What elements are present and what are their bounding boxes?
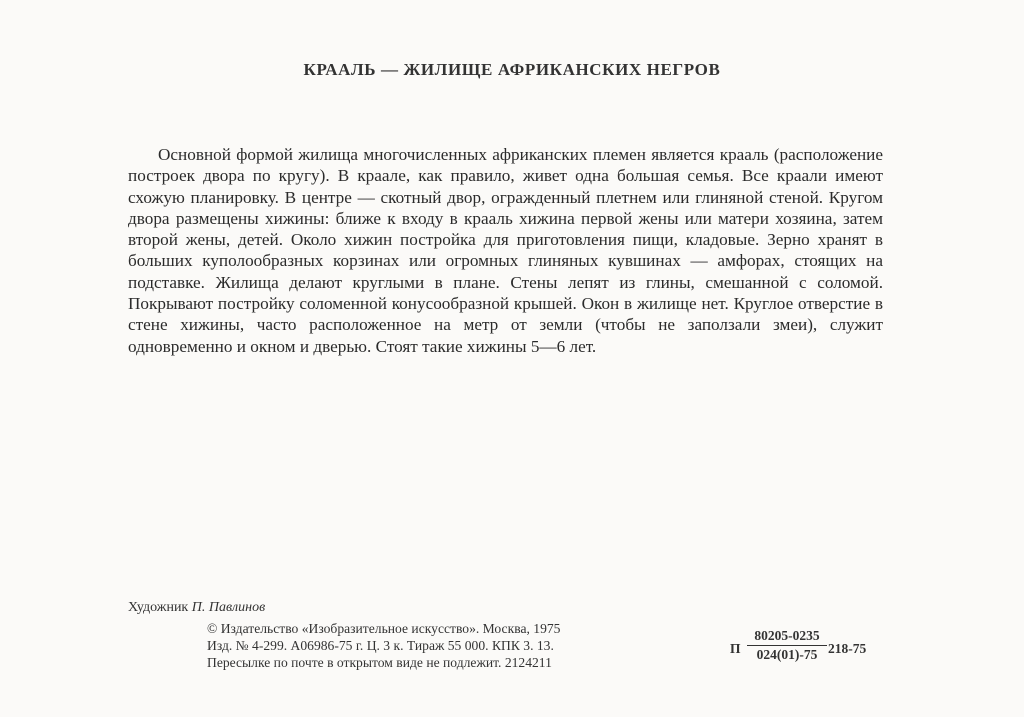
description-text: Основной формой жилища многочисленных африканских племен является крааль (расположение построек двора по кругу). В краале, как правило, живет одна большая семья. Все краали имеют схожую планировку. В центре — скотный двор, огражденный плетнем или глиняной стеной. Кругом двора размещены хижины: ближе к входу в крааль хижина первой жены или матери хозяина, затем второй жены, детей. Около хижин постройка для приготовления пищи, кладовые. Зерно хранят в больших куполообразных корзинах или огромных глиняных кувшинах — амфорах, стоящих на подставке. Жилища делают круглыми в плане. Стены лепят из глины, смешанной с соломой. Покрывают постройку соломенной конусообразной крышей. Окон в жилище нет. Круглое отверстие в стене хижины, часто расположенное на метр от земли (чтобы не заползали змеи), служит одновременно и окном и дверью. Стоят такие хижины 5—6 лет. <box>128 145 883 356</box>
imprint-line-edition: Изд. № 4-299. А06986-75 г. Ц. 3 к. Тираж 55 000. КПК 3. 13. <box>207 638 554 653</box>
artist-name: П. Павлинов <box>191 600 266 615</box>
artist-label: Художник <box>128 600 189 615</box>
imprint-line-publisher: © Издательство «Изобразительное искусство». Москва, 1975 <box>207 621 561 636</box>
publisher-imprint <box>207 620 560 671</box>
catalog-code-fraction <box>747 628 827 663</box>
artist-credit <box>128 600 265 616</box>
catalog-code-prefix: П <box>730 641 741 656</box>
catalog-code-numerator: 80205-0235 <box>747 628 827 646</box>
catalog-code-suffix: 218-75 <box>828 641 867 656</box>
catalog-code-denominator: 024(01)-75 <box>756 647 818 662</box>
imprint-line-postal: Пересылке по почте в открытом виде не подлежит. 2124211 <box>207 655 552 670</box>
page-title: КРААЛЬ — ЖИЛИЩЕ АФРИКАНСКИХ НЕГРОВ <box>303 60 721 79</box>
